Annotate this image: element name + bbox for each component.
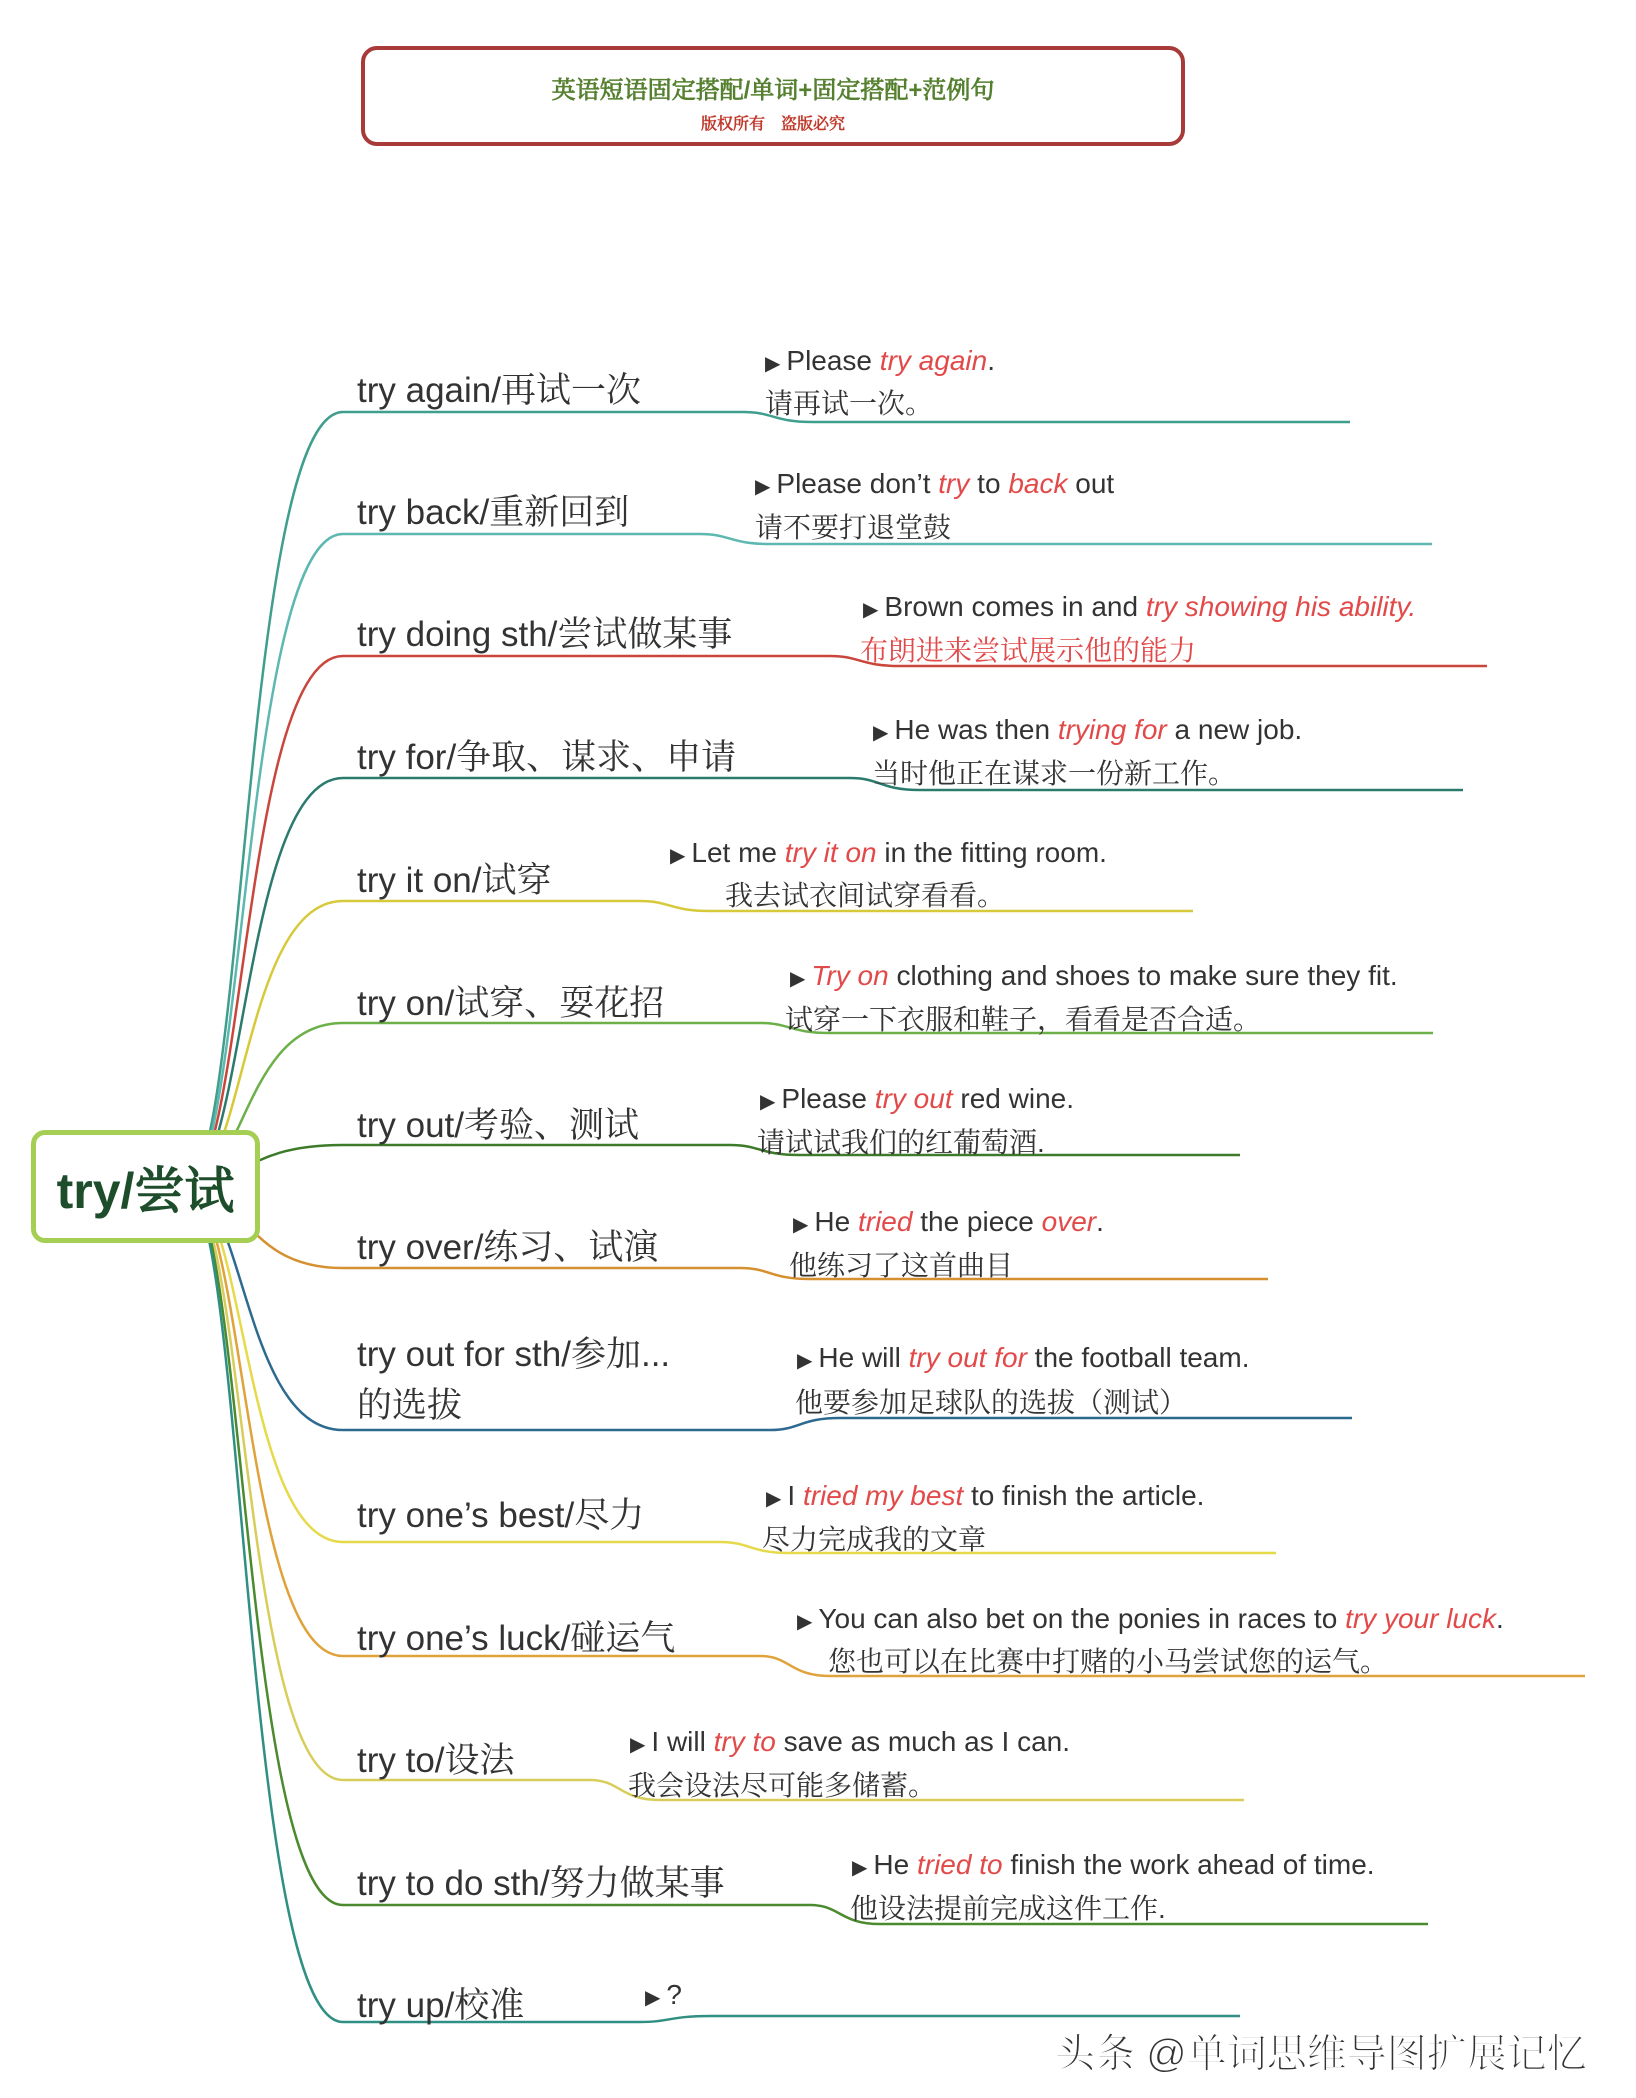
highlight-phrase: try to (713, 1726, 776, 1757)
branch-curve-13 (185, 1186, 343, 2022)
branch-topic-2[interactable]: try doing sth/尝试做某事 (357, 615, 733, 654)
example-text: Please (786, 345, 880, 376)
triangle-bullet-icon: ▶ (755, 476, 771, 498)
triangle-bullet-icon: ▶ (790, 968, 806, 990)
branch-topic-6[interactable]: try out/考验、测试 (357, 1106, 639, 1145)
translation-0: 请再试一次。 (765, 388, 934, 419)
highlight-phrase: try it on (784, 837, 877, 868)
branch-curve-12 (185, 1186, 343, 1905)
translation-2: 布朗进来尝试展示他的能力 (860, 635, 1197, 666)
central-topic[interactable]: try/尝试 (31, 1130, 260, 1243)
branch-topic-0[interactable]: try again/再试一次 (357, 371, 641, 410)
triangle-bullet-icon: ▶ (765, 353, 781, 375)
translation-4: 我去试衣间试穿看看。 (725, 880, 1006, 911)
header-title: 英语短语固定搭配/单词+固定搭配+范例句 (551, 77, 995, 104)
highlight-phrase: try out (874, 1083, 953, 1114)
highlight-phrase: try again (879, 345, 988, 376)
example-text: save as much as I can. (775, 1726, 1070, 1757)
example-sentence-2[interactable] (863, 591, 1416, 623)
example-text: a new job. (1166, 714, 1303, 745)
example-text: Let me (691, 837, 785, 868)
example-text: . (1096, 1206, 1104, 1237)
highlight-phrase: back (1008, 468, 1068, 499)
example-text: . (1496, 1603, 1504, 1634)
branch-topic-10[interactable]: try one’s luck/碰运气 (357, 1619, 676, 1658)
branch-topic-4[interactable]: try it on/试穿 (357, 861, 552, 900)
triangle-bullet-icon: ▶ (873, 722, 889, 744)
watermark: 头条 @单词思维导图扩展记忆 (1055, 2032, 1587, 2076)
example-text: He (814, 1206, 858, 1237)
example-text: I will (651, 1726, 714, 1757)
highlight-phrase: tried to (916, 1849, 1003, 1880)
example-text: . (987, 345, 995, 376)
branch-curve-0 (185, 412, 343, 1186)
example-text: He will (818, 1342, 909, 1373)
example-text: the football team. (1026, 1342, 1250, 1373)
branch-topic-11[interactable]: try to/设法 (357, 1741, 515, 1780)
highlight-phrase: try (938, 468, 970, 499)
example-text: out (1067, 468, 1115, 499)
translation-3: 当时他正在谋求一份新工作。 (872, 758, 1237, 789)
branch-curve-3 (185, 778, 343, 1186)
example-sentence-8[interactable] (797, 1342, 1249, 1374)
branch-topic-12[interactable]: try to do sth/努力做某事 (357, 1864, 725, 1903)
example-text: the piece (912, 1206, 1042, 1237)
example-sentence-4[interactable] (670, 837, 1107, 869)
example-text: You can also bet on the ponies in races to (818, 1603, 1346, 1634)
example-text: Please (781, 1083, 875, 1114)
header-subtitle: 版权所有 盗版必究 (700, 116, 845, 133)
triangle-bullet-icon: ▶ (645, 1987, 661, 2009)
branch-topic-8[interactable]: try out for sth/参加...的选拔 (357, 1335, 671, 1425)
example-sentence-5[interactable] (790, 960, 1398, 992)
translation-11: 我会设法尽可能多储蓄。 (628, 1770, 937, 1801)
example-text: ? (666, 1979, 682, 2010)
highlight-phrase: over (1041, 1206, 1097, 1237)
example-text: I (787, 1480, 803, 1511)
example-sentence-9[interactable] (766, 1480, 1204, 1512)
translation-9: 尽力完成我的文章 (762, 1524, 987, 1555)
triangle-bullet-icon: ▶ (670, 845, 686, 867)
highlight-phrase: Try on (811, 960, 889, 991)
branch-curve-1 (185, 534, 343, 1186)
example-sentence-7[interactable] (793, 1206, 1104, 1238)
branch-topic-5[interactable]: try on/试穿、耍花招 (357, 984, 665, 1023)
highlight-phrase: trying for (1057, 714, 1167, 745)
example-text: He was then (894, 714, 1058, 745)
triangle-bullet-icon: ▶ (797, 1350, 813, 1372)
branch-curve-2 (185, 656, 343, 1186)
example-sentence-0[interactable] (765, 345, 995, 377)
translation-6: 请试试我们的红葡萄酒. (757, 1127, 1045, 1158)
translation-8: 他要参加足球队的选拔（测试） (795, 1387, 1188, 1418)
example-text: finish the work ahead of time. (1002, 1849, 1375, 1880)
branch-topic-3[interactable]: try for/争取、谋求、申请 (357, 738, 737, 777)
example-sentence-12[interactable] (852, 1849, 1375, 1881)
example-text: He (873, 1849, 917, 1880)
example-text: Brown comes in and (884, 591, 1146, 622)
triangle-bullet-icon: ▶ (630, 1734, 646, 1756)
triangle-bullet-icon: ▶ (797, 1611, 813, 1633)
example-text: in the fitting room. (876, 837, 1107, 868)
branch-topic-1[interactable]: try back/重新回到 (357, 493, 630, 532)
translation-12: 他设法提前完成这件工作. (850, 1893, 1166, 1924)
triangle-bullet-icon: ▶ (766, 1488, 782, 1510)
triangle-bullet-icon: ▶ (760, 1091, 776, 1113)
highlight-phrase: try out for (908, 1342, 1027, 1373)
example-sentence-1[interactable] (755, 468, 1114, 500)
example-text: to finish the article. (963, 1480, 1205, 1511)
example-text: to (969, 468, 1009, 499)
triangle-bullet-icon: ▶ (852, 1857, 868, 1879)
example-text: Please don’t (776, 468, 939, 499)
branch-topic-13[interactable]: try up/校准 (357, 1986, 525, 2025)
example-text: red wine. (952, 1083, 1075, 1114)
translation-1: 请不要打退堂鼓 (755, 512, 952, 543)
branch-topic-7[interactable]: try over/练习、试演 (357, 1228, 659, 1267)
highlight-phrase: tried my best (802, 1480, 964, 1511)
example-sentence-10[interactable] (797, 1603, 1504, 1635)
translation-5: 试穿一下衣服和鞋子，看看是否合适。 (785, 1004, 1262, 1035)
highlight-phrase: tried (857, 1206, 913, 1237)
branch-curve-11 (185, 1186, 343, 1780)
translation-10: 您也可以在比赛中打赌的小马尝试您的运气。 (828, 1646, 1389, 1677)
highlight-phrase: try showing his ability. (1145, 591, 1417, 622)
highlight-phrase: try your luck (1345, 1603, 1496, 1634)
example-sentence-3[interactable] (873, 714, 1302, 746)
triangle-bullet-icon: ▶ (793, 1214, 809, 1236)
example-text: clothing and shoes to make sure they fit. (888, 960, 1398, 991)
translation-7: 他练习了这首曲目 (789, 1250, 1014, 1281)
example-sentence-11[interactable] (630, 1726, 1070, 1758)
branch-topic-9[interactable]: try one’s best/尽力 (357, 1496, 645, 1535)
example-sentence-13[interactable] (645, 1979, 682, 2011)
triangle-bullet-icon: ▶ (863, 599, 879, 621)
example-sentence-6[interactable] (760, 1083, 1074, 1115)
